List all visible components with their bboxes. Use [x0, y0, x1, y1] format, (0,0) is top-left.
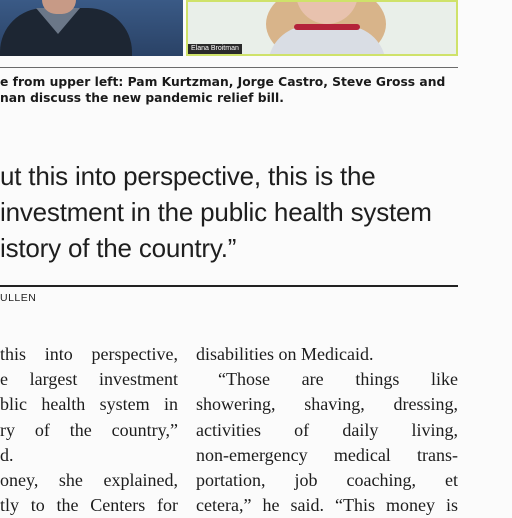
body-line: “Those are things like: [218, 369, 458, 390]
body-line: disabilities on Medicaid.: [196, 344, 374, 364]
participant-name-tag: Elana Broitman: [188, 44, 242, 54]
body-line: cetera,” he said. “This money is: [196, 495, 458, 516]
body-line: tly to the Centers for: [0, 495, 178, 516]
body-line: non-emergency medical trans-: [196, 444, 458, 465]
article-column-left: [0, 342, 178, 518]
pull-quote-line: investment in the public health system: [0, 197, 432, 227]
body-line: ry of the country,”: [0, 419, 178, 440]
body-line: blic health system in: [0, 394, 178, 415]
body-line: oney, she explained,: [0, 470, 178, 491]
body-line: portation, job coaching, et: [196, 470, 458, 491]
body-line: showering, shaving, dressing,: [196, 394, 458, 415]
video-call-photo: [0, 0, 512, 58]
byline: ULLEN: [0, 292, 37, 304]
video-tile-left: [0, 0, 183, 56]
article-column-right: [196, 342, 458, 518]
photo-divider: [0, 67, 458, 68]
body-line: activities of daily living,: [196, 419, 458, 440]
photo-caption: [0, 75, 470, 106]
body-line: this into perspective,: [0, 344, 178, 364]
body-line: e largest investment: [0, 369, 178, 390]
pull-quote: [0, 158, 470, 266]
pull-quote-divider: [0, 285, 458, 287]
person-top-stripe: [294, 24, 360, 30]
caption-line: e from upper left: Pam Kurtzman, Jorge Castro, Steve Gross and: [0, 75, 446, 89]
pull-quote-line: istory of the country.”: [0, 233, 237, 263]
pull-quote-line: ut this into perspective, this is the: [0, 161, 376, 191]
body-line: d.: [0, 444, 14, 465]
caption-line: nan discuss the new pandemic relief bill.: [0, 90, 284, 105]
